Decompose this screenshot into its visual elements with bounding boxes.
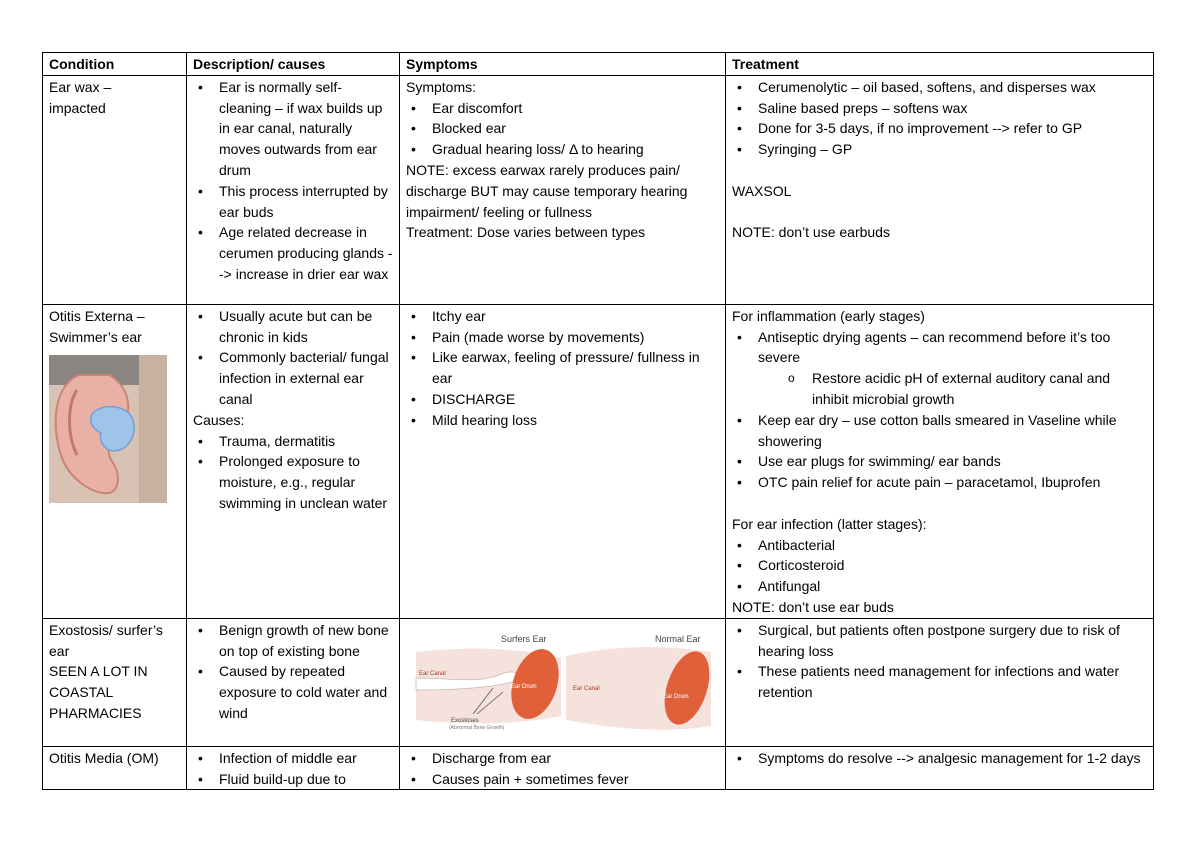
ear-photo	[49, 355, 167, 503]
condition-name: Swimmer’s ear	[49, 328, 142, 345]
treatment-cell	[726, 304, 1154, 618]
symptoms-cell	[400, 304, 726, 618]
condition-name: Otitis Media (OM)	[49, 749, 159, 766]
list-item: • Corticosteroid	[732, 555, 1147, 576]
condition-cell	[43, 75, 187, 304]
note-text: NOTE: excess earwax rarely produces pain/ discharge BUT may cause temporary hearing impairment/ feeling or fullness	[406, 161, 688, 220]
causes-label: Causes:	[193, 411, 245, 428]
surfers-ear-diagram	[411, 628, 721, 734]
treatment-cell	[726, 618, 1154, 746]
ear-canal-label: Ear Canal	[419, 670, 446, 677]
header-treatment: Treatment	[726, 53, 1154, 76]
product-name: WAXSOL	[732, 182, 792, 199]
ear-canal-comparison-illustration	[411, 628, 721, 734]
conditions-table	[42, 52, 1154, 790]
ear-drum-label: Ear Drum	[511, 683, 537, 690]
list-item: • OTC pain relief for acute pain – paracetamol, Ibuprofen	[732, 472, 1147, 493]
exostoses-sublabel: (Abnormal Bone Growth)	[449, 724, 505, 731]
list-item: • Antibacterial	[732, 535, 1147, 556]
list-item: • Antiseptic drying agents – can recommend before it’s too severe	[732, 327, 1147, 369]
list-item: • Use ear plugs for swimming/ ear bands	[732, 451, 1147, 472]
list-item: • Surgical, but patients often postpone surgery due to risk of hearing loss	[732, 620, 1147, 662]
symptoms-cell	[400, 618, 726, 746]
normal-ear-title: Normal Ear	[655, 633, 701, 644]
table-row	[43, 75, 1154, 304]
list-item: • Blocked ear	[406, 118, 719, 139]
list-item: • Pain (made worse by movements)	[406, 327, 719, 348]
ear-with-plug-illustration	[49, 355, 167, 503]
list-item: • Trauma, dermatitis	[193, 431, 393, 452]
table-row	[43, 618, 1154, 746]
condition-note: COASTAL	[49, 684, 114, 701]
condition-note: PHARMACIES	[49, 704, 142, 721]
section-label: For ear infection (latter stages):	[732, 515, 927, 532]
note-text: NOTE: don’t use earbuds	[732, 224, 890, 241]
table-row	[43, 746, 1154, 790]
list-item: • Saline based preps – softens wax	[732, 98, 1147, 119]
description-cell	[187, 75, 400, 304]
ear-canal-label: Ear Canal	[573, 685, 600, 692]
list-item: • Gradual hearing loss/ Δ to hearing	[406, 139, 719, 160]
condition-cell	[43, 304, 187, 618]
header-symptoms: Symptoms	[400, 53, 726, 76]
condition-name: impacted	[49, 99, 106, 116]
exostoses-label: Exostoses	[451, 717, 479, 724]
header-description: Description/ causes	[187, 53, 400, 76]
surfers-ear-title: Surfers Ear	[501, 633, 547, 644]
list-item: • Benign growth of new bone on top of existing bone	[193, 620, 393, 662]
header-row	[43, 53, 1154, 76]
note-text: NOTE: don’t use ear buds	[732, 598, 894, 615]
symptoms-cell	[400, 75, 726, 304]
list-item: • Prolonged exposure to moisture, e.g., regular swimming in unclean water	[193, 451, 393, 513]
list-item: • Symptoms do resolve --> analgesic management for 1-2 days	[732, 748, 1147, 769]
list-item: • Mild hearing loss	[406, 410, 719, 431]
section-label: For inflammation (early stages)	[732, 307, 925, 324]
description-cell	[187, 746, 400, 790]
list-item: • Syringing – GP	[732, 139, 1147, 160]
list-item: • Cerumenolytic – oil based, softens, and disperses wax	[732, 77, 1147, 98]
list-item: • Usually acute but can be chronic in kids	[193, 306, 393, 348]
condition-cell	[43, 746, 187, 790]
list-item: • Fluid build-up due to	[193, 769, 393, 790]
list-item: • This process interrupted by ear buds	[193, 181, 393, 223]
table-row	[43, 304, 1154, 618]
treatment-cell	[726, 746, 1154, 790]
list-item: • Age related decrease in cerumen producing glands --> increase in drier ear wax	[193, 222, 393, 284]
ear-drum-label: Ear Drum	[663, 693, 689, 700]
list-item: • Causes pain + sometimes fever	[406, 769, 719, 790]
condition-name: Otitis Externa –	[49, 307, 145, 324]
condition-note: SEEN A LOT IN	[49, 663, 148, 680]
condition-cell	[43, 618, 187, 746]
condition-name: Ear wax –	[49, 78, 112, 95]
description-cell	[187, 618, 400, 746]
treatment-cell	[726, 75, 1154, 304]
symptoms-label: Symptoms:	[406, 78, 477, 95]
list-item: • Antifungal	[732, 576, 1147, 597]
list-item: • Discharge from ear	[406, 748, 719, 769]
list-item: • Commonly bacterial/ fungal infection in external ear canal	[193, 347, 393, 409]
list-item: • Ear is normally self-cleaning – if wax builds up in ear canal, naturally moves outwards from ear drum	[193, 77, 393, 181]
header-condition: Condition	[43, 53, 187, 76]
description-cell	[187, 304, 400, 618]
condition-name: ear	[49, 642, 70, 659]
list-item: • Itchy ear	[406, 306, 719, 327]
list-item: • Ear discomfort	[406, 98, 719, 119]
list-item: • Like earwax, feeling of pressure/ fullness in ear	[406, 347, 719, 389]
list-item: • Keep ear dry – use cotton balls smeared in Vaseline while showering	[732, 410, 1147, 452]
symptoms-cell	[400, 746, 726, 790]
treatment-note: Treatment: Dose varies between types	[406, 224, 646, 241]
list-item: • Infection of middle ear	[193, 748, 393, 769]
list-item: • Done for 3-5 days, if no improvement --> refer to GP	[732, 118, 1147, 139]
list-item: • Caused by repeated exposure to cold water and wind	[193, 661, 393, 723]
list-item: o Restore acidic pH of external auditory canal and inhibit microbial growth	[732, 368, 1147, 410]
list-item: • DISCHARGE	[406, 389, 719, 410]
list-item: • These patients need management for infections and water retention	[732, 661, 1147, 703]
condition-name: Exostosis/ surfer’s	[49, 621, 163, 638]
